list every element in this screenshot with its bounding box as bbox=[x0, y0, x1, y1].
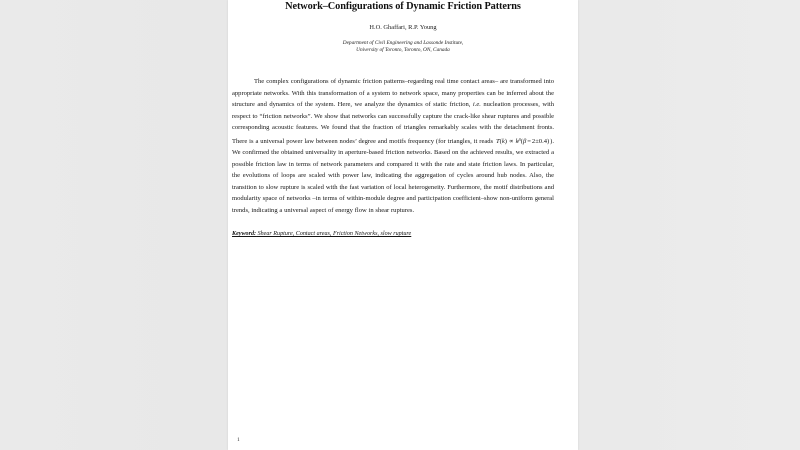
affiliation bbox=[228, 32, 578, 55]
page-content bbox=[228, 0, 578, 450]
formula-variable: k bbox=[501, 137, 505, 145]
formula-base: k bbox=[515, 137, 519, 145]
affiliation-line-1: Department of Civil Engineering and Lassonde Institute, bbox=[342, 40, 464, 46]
page-title: Network–Configurations of Dynamic Friction Patterns bbox=[285, 1, 521, 12]
keyword-underline-group bbox=[232, 231, 411, 237]
keyword-line bbox=[232, 230, 554, 239]
formula-paren-open: ( bbox=[499, 137, 502, 145]
abstract-text-part-1: The complex configurations of dynamic friction patterns–regarding real time contact areas– are transformed into appropriate networks. With this transformation of a system to network space, many properties can be inferred about the structure and dynamics of the system. Here, we analyze the dynamics of static friction, bbox=[232, 78, 554, 109]
abstract-italic-ie: i.e. bbox=[472, 101, 481, 109]
keyword-label: Keyword: bbox=[232, 231, 257, 237]
formula-proportional-symbol: ∝ bbox=[508, 137, 514, 145]
keyword-list: Shear Rupture, Contact areas, Friction Networks, slow rupture bbox=[256, 231, 412, 237]
formula-equals: = bbox=[527, 137, 531, 145]
abstract-text-part-3: ). We confirmed the obtained universality in aperture-based friction networks. Based on the achieved results, we extracted a possible friction law in terms of network parameters and compared it with the rate and state friction laws. In particular, the evolutions of loops are scaled with power law, indicating the aggregation of cycles around hub nodes. Also, the transition to slow rupture is scaled with the fast variation of local heterogeneity. Furthermore, the motif distributions and modularity space of networks –in terms of within-module degree and participation coefficient–show non-uniform general trends, indicating a universal aspect of energy flow in shear ruptures. bbox=[232, 137, 554, 214]
author-list: H.O. Ghaffari, R.P. Young bbox=[369, 24, 437, 31]
formula-group-open: ( bbox=[520, 137, 523, 145]
abstract-text-part-2: nucleation processes, with respect to “friction networks”. We show that networks can successfully capture the crack-like shear ruptures and possible corresponding acoustic features. We found that the fraction of triangles remarkably scales with the detachment fronts. There is a universal power law between nodes’ degree and motifs frequency (for triangles, it reads bbox=[232, 101, 555, 145]
formula-plus-minus: ± bbox=[535, 137, 539, 145]
page-number: 1 bbox=[237, 437, 240, 443]
affiliation-line-2: University of Toronto, Toronto, ON, Canada bbox=[356, 47, 450, 54]
abstract-paragraph bbox=[232, 76, 554, 216]
formula-function: T bbox=[496, 137, 500, 145]
document-page bbox=[228, 0, 578, 450]
formula-group-close: ) bbox=[546, 137, 550, 145]
formula-error: 0.4 bbox=[538, 137, 547, 145]
formula-beta: β bbox=[522, 137, 527, 145]
formula-value: 2 bbox=[531, 137, 536, 145]
formula-paren-close: ) bbox=[504, 137, 507, 145]
inline-formula bbox=[495, 138, 550, 145]
formula-exponent: β bbox=[518, 136, 521, 142]
